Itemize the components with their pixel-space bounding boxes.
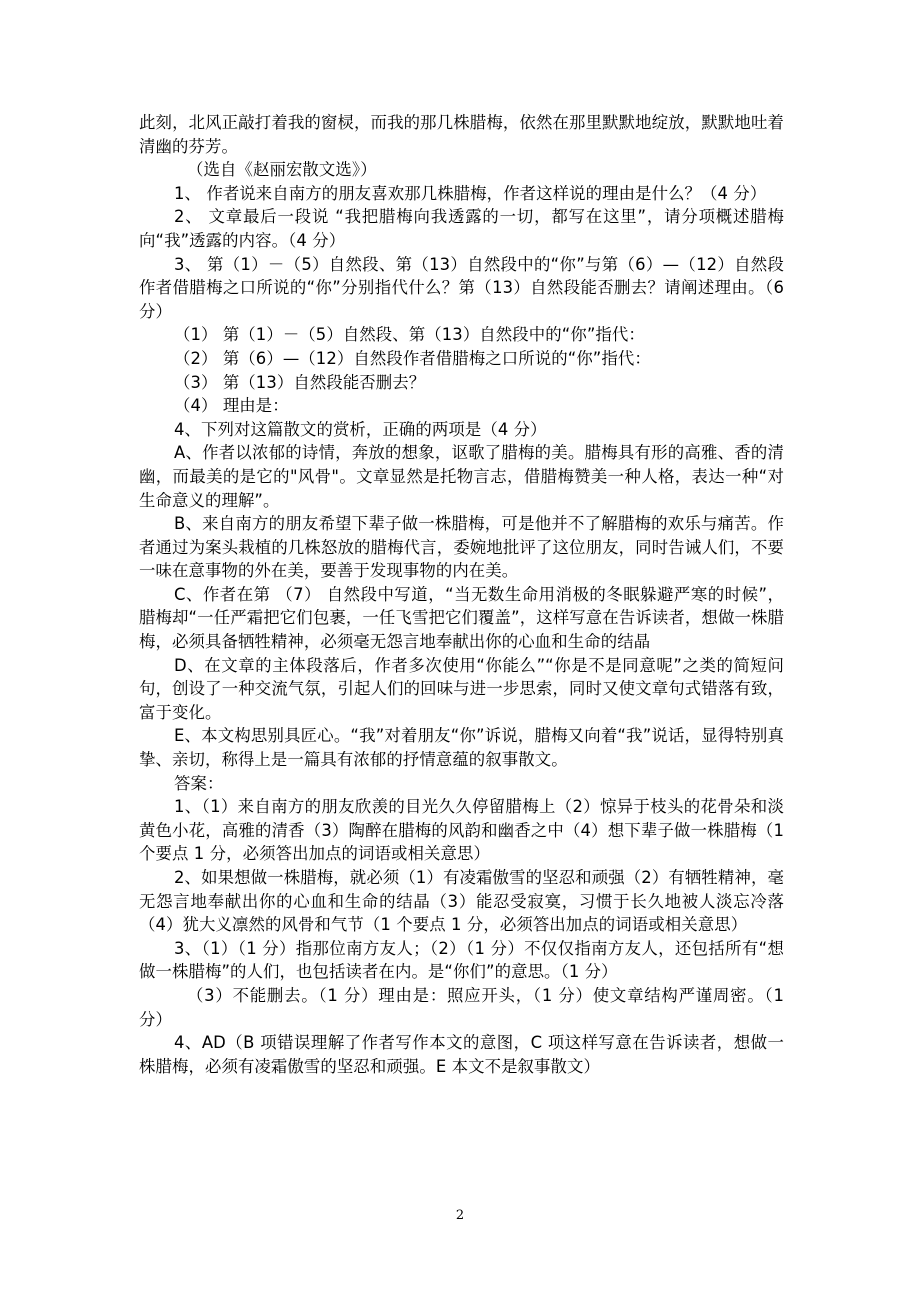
question-3-sub-2: （2） 第（6）—（12）自然段作者借腊梅之口所说的“你”指代： xyxy=(174,348,651,368)
question-3: 3、 第（1）－（5）自然段、第（13）自然段中的“你”与第（6）—（12）自然段作者借腊梅之口所说的“你”分别指代什么？第（13）自然段能否删去？请阐述理由。（6 分） xyxy=(139,254,784,321)
question-3-sub-3: （3） 第（13）自然段能否删去？ xyxy=(174,372,426,392)
option-a: A、作者以浓郁的诗情，奔放的想象，讴歌了腊梅的美。腊梅具有形的高雅、香的清幽，而最美的是它的"风骨"。文章显然是托物言志，借腊梅赞美一种人格，表达一种“对生命意义的理解”。 xyxy=(139,443,784,510)
option-b: B、来自南方的朋友希望下辈子做一株腊梅，可是他并不了解腊梅的欢乐与痛苦。作者通过为案头栽植的几株怒放的腊梅代言，委婉地批评了这位朋友，同时告诫人们，不要一味在意事物的外在美，要善于发现事物的内在美。 xyxy=(139,514,784,581)
paragraph-source-note: （选自《赵丽宏散文选》） xyxy=(187,160,377,180)
question-3-sub-1: （1） 第（1）－（5）自然段、第（13）自然段中的“你”指代： xyxy=(174,325,645,345)
answer-heading: 答案： xyxy=(174,773,224,793)
answer-2: 2、如果想做一株腊梅，就必须（1）有凌霜傲雪的坚忍和顽强（2）有牺牲精神，毫无怨言地奉献出你的心血和生命的结晶（3）能忍受寂寞，习惯于长久地被人淡忘冷落（4）犹大义凛然的风骨和气节（1 个要点 1 分，必须答出加点的词语或相关意思） xyxy=(139,868,784,935)
answer-3-continued: （3）不能删去。（1 分）理由是：照应开头，（1 分）使文章结构严谨周密。（1 分） xyxy=(139,985,784,1029)
answer-4: 4、AD（B 项错误理解了作者写作本文的意图，C 项这样写意在告诉读者，想做一株腊梅，必须有凌霜傲雪的坚忍和顽强。E 本文不是叙事散文） xyxy=(139,1033,784,1076)
question-1: 1、 作者说来自南方的朋友喜欢那几株腊梅，作者这样说的理由是什么？（4 分） xyxy=(174,183,767,203)
option-e: E、本文构思别具匠心。“我”对着朋友“你”诉说，腊梅又向着“我”说话，显得特别真挚、亲切，称得上是一篇具有浓郁的抒情意蕴的叙事散文。 xyxy=(139,726,784,770)
question-4: 4、下列对这篇散文的赏析，正确的两项是（4 分） xyxy=(174,419,547,439)
option-c: C、作者在第 （7） 自然段中写道，“当无数生命用消极的冬眠躲避严寒的时候”，腊梅却“一任严霜把它们包裹，一任飞雪把它们覆盖”，这样写意在告诉读者，想做一株腊梅，必须具备牺牲精神，必须毫无怨言地奉献出你的心血和生命的结晶 xyxy=(139,584,784,652)
option-d: D、在文章的主体段落后，作者多次使用“你能么”“你是不是同意呢”之类的简短问句，创设了一种交流气氛，引起人们的回味与进一步思索，同时又使文章句式错落有致，富于变化。 xyxy=(139,655,784,722)
question-3-sub-4: （4） 理由是： xyxy=(174,396,289,416)
answer-1: 1、（1）来自南方的朋友欣羡的目光久久停留腊梅上（2）惊异于枝头的花骨朵和淡黄色小花，高雅的清香（3）陶醉在腊梅的风韵和幽香之中（4）想下辈子做一株腊梅（1 个要点 1 分，必须答出加点的词语或相关意思） xyxy=(139,797,784,864)
question-2: 2、 文章最后一段说 “我把腊梅向我透露的一切，都写在这里”，请分项概述腊梅向“我”透露的内容。（4 分） xyxy=(139,207,784,250)
paragraph-closing-lines: 此刻，北风正敲打着我的窗棂，而我的那几株腊梅，依然在那里默默地绽放，默默地吐着清幽的芬芳。 xyxy=(139,113,784,156)
document-body xyxy=(139,111,784,1078)
page-number: 2 xyxy=(455,1208,465,1223)
answer-3: 3、（1）（1 分）指那位南方友人；（2）（1 分）不仅仅指南方友人，还包括所有“想做一株腊梅”的人们，也包括读者在内。是“你们”的意思。（1 分） xyxy=(139,938,784,982)
